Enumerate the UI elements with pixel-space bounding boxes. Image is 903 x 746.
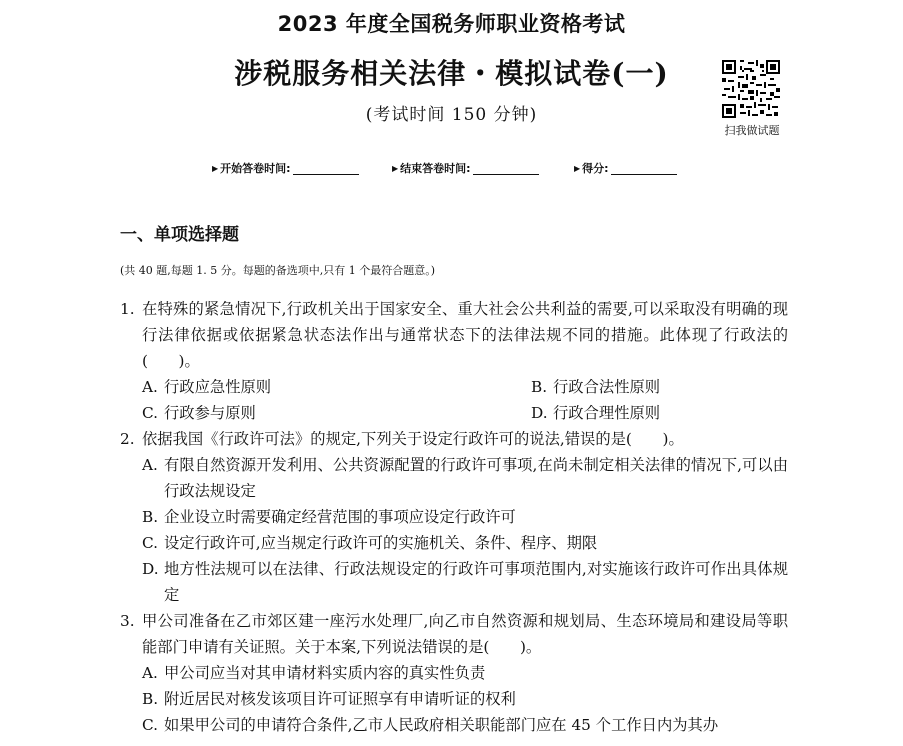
option-text: 有限自然资源开发利用、公共资源配置的行政许可事项,在尚未制定相关法律的情况下,可以由行政法规设定 <box>164 456 788 500</box>
score-field[interactable] <box>574 160 677 176</box>
option-letter: C. <box>142 404 159 422</box>
end-time-blank[interactable] <box>473 161 539 175</box>
option-d[interactable] <box>509 400 898 426</box>
option-letter: B. <box>142 690 159 708</box>
triangle-bullet-icon: ▶ <box>212 164 219 173</box>
question-number: 3. <box>120 612 135 630</box>
section-title: 一、单项选择题 <box>120 225 239 245</box>
option-text: 附近居民对核发该项目许可证照享有申请听证的权利 <box>164 690 516 708</box>
answer-time-row <box>212 160 712 180</box>
question-1 <box>120 296 788 426</box>
option-b[interactable] <box>120 504 788 530</box>
option-row <box>120 374 788 400</box>
option-letter: D. <box>142 560 159 578</box>
option-text: 企业设立时需要确定经营范围的事项应设定行政许可 <box>164 508 516 526</box>
option-a[interactable] <box>120 452 788 504</box>
question-stem <box>120 608 788 660</box>
exam-duration: (考试时间 150 分钟) <box>365 105 538 125</box>
option-a[interactable] <box>120 374 509 400</box>
option-text: 设定行政许可,应当规定行政许可的实施机关、条件、程序、期限 <box>164 534 598 552</box>
option-a[interactable] <box>120 660 788 686</box>
option-c[interactable] <box>120 530 788 556</box>
question-stem <box>120 296 788 374</box>
option-c[interactable] <box>120 712 788 738</box>
question-stem <box>120 426 788 452</box>
option-text: 行政应急性原则 <box>164 378 272 396</box>
option-letter: C. <box>142 716 159 734</box>
option-text: 甲公司应当对其申请材料实质内容的真实性负责 <box>164 664 486 682</box>
question-list <box>120 296 788 738</box>
option-letter: B. <box>531 378 548 396</box>
triangle-bullet-icon: ▶ <box>574 164 581 173</box>
qr-code-icon[interactable] <box>722 60 780 118</box>
option-text: 如果甲公司的申请符合条件,乙市人民政府相关职能部门应在 45 个工作日内为其办 <box>164 716 719 734</box>
option-b[interactable] <box>509 374 898 400</box>
option-row <box>120 400 788 426</box>
question-text: 依据我国《行政许可法》的规定,下列关于设定行政许可的说法,错误的是( )。 <box>142 430 684 448</box>
option-c[interactable] <box>120 400 509 426</box>
option-text: 行政参与原则 <box>164 404 256 422</box>
question-text: 在特殊的紧急情况下,行政机关出于国家安全、重大社会公共利益的需要,可以采取没有明确的现行法律依据或依据紧急状态法作出与通常状态下的法律法规不同的措施。此体现了行政法的( )。 <box>142 300 788 370</box>
option-text: 行政合理性原则 <box>553 404 661 422</box>
end-time-label: 结束答卷时间: <box>400 162 471 175</box>
option-b[interactable] <box>120 686 788 712</box>
start-time-blank[interactable] <box>293 161 359 175</box>
question-text: 甲公司准备在乙市郊区建一座污水处理厂,向乙市自然资源和规划局、生态环境局和建设局等职能部门申请有关证照。关于本案,下列说法错误的是( )。 <box>142 612 788 656</box>
option-letter: A. <box>142 378 158 396</box>
start-time-label: 开始答卷时间: <box>220 162 291 175</box>
option-letter: A. <box>142 456 158 474</box>
triangle-bullet-icon: ▶ <box>392 164 399 173</box>
exam-name: 2023 年度全国税务师职业资格考试 <box>277 12 626 36</box>
question-number: 1. <box>120 300 135 318</box>
question-3 <box>120 608 788 738</box>
score-label: 得分: <box>582 162 609 175</box>
option-text: 行政合法性原则 <box>553 378 661 396</box>
option-letter: C. <box>142 534 159 552</box>
start-time-field[interactable] <box>212 160 359 176</box>
qr-caption: 扫我做试题 <box>724 124 780 137</box>
option-text: 地方性法规可以在法律、行政法规设定的行政许可事项范围内,对实施该行政许可作出具体规定 <box>164 560 788 604</box>
end-time-field[interactable] <box>392 160 539 176</box>
option-letter: B. <box>142 508 159 526</box>
section-note: (共 40 题,每题 1. 5 分。每题的备选项中,只有 1 个最符合题意。) <box>120 264 436 277</box>
option-d[interactable] <box>120 556 788 608</box>
question-number: 2. <box>120 430 135 448</box>
score-blank[interactable] <box>611 161 677 175</box>
paper-title: 涉税服务相关法律・模拟试卷(一) <box>234 57 669 90</box>
option-letter: A. <box>142 664 158 682</box>
question-2 <box>120 426 788 608</box>
option-letter: D. <box>531 404 548 422</box>
